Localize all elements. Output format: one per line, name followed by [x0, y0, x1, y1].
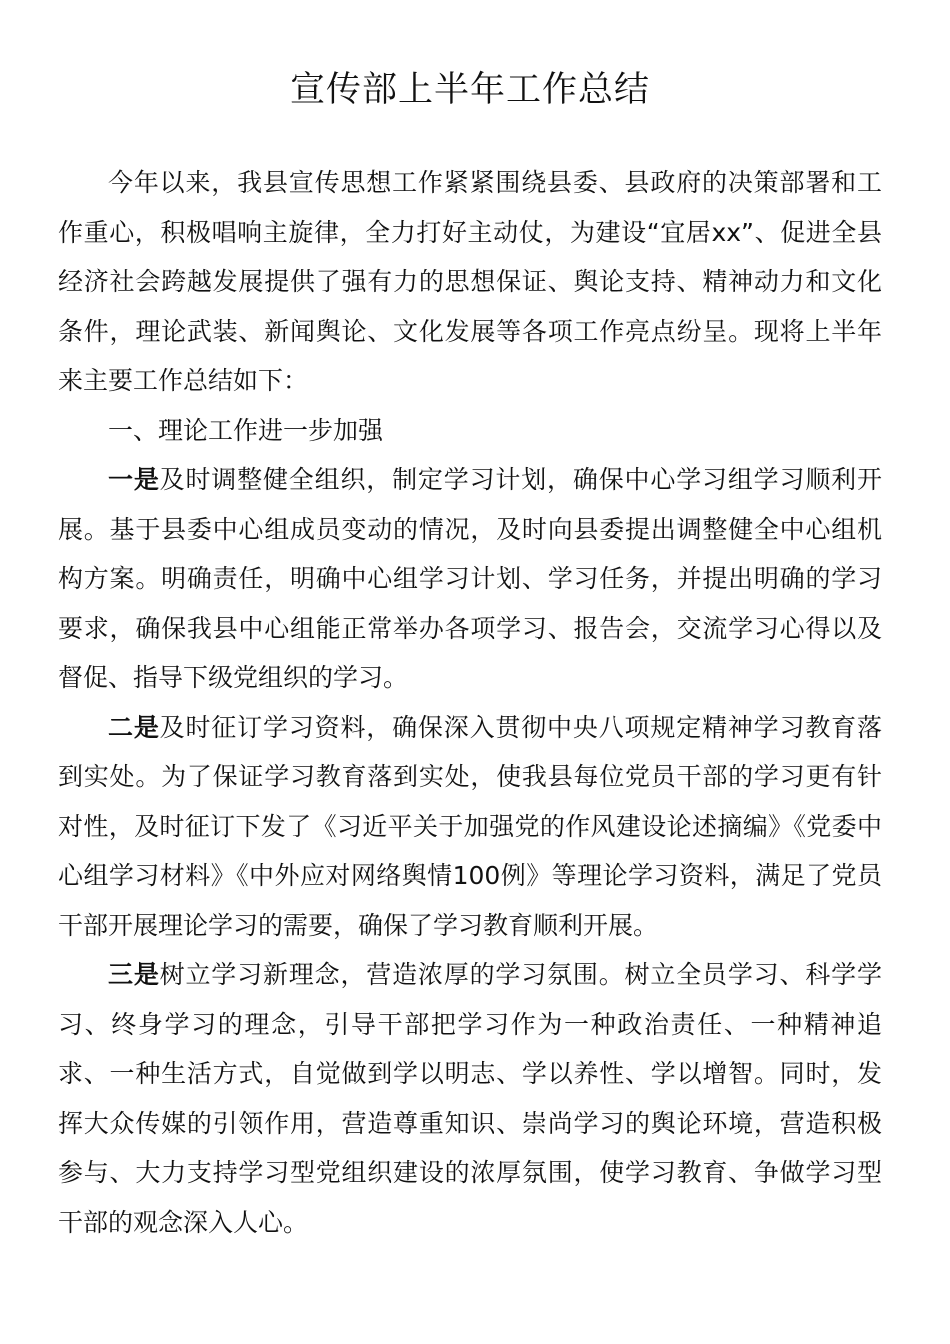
item-lead-1: 一是: [108, 465, 160, 494]
item-text-3: 树立学习新理念，营造浓厚的学习氛围。树立全员学习、科学学习、终身学习的理念，引导干部把学习作为一种政治责任、一种精神追求、一种生活方式，自觉做到学以明志、学以养性、学以增智。同时，发挥大众传媒的引领作用，营造尊重知识、崇尚学习的舆论环境，营造积极参与、大力支持学习型党组织建设的浓厚氛围，使学习教育、争做学习型干部的观念深入人心。: [58, 960, 882, 1237]
item-lead-2: 二是: [108, 712, 160, 742]
item-paragraph-3: [58, 950, 882, 1247]
document-title: 宣传部上半年工作总结: [289, 70, 650, 110]
item-text-2: 及时征订学习资料，确保深入贯彻中央八项规定精神学习教育落到实处。为了保证学习教育落到实处，使我县每位党员干部的学习更有针对性，及时征订下发了《习近平关于加强党的作风建设论述摘编》《党委中心组学习材料》《中外应对网络舆情100例》等理论学习资料，满足了党员干部开展理论学习的需要，确保了学习教育顺利开展。: [58, 712, 882, 940]
item-lead-3: 三是: [108, 960, 160, 989]
section-heading-theory: 一、理论工作进一步加强: [108, 415, 384, 445]
item-text-1: 及时调整健全组织，制定学习计划，确保中心学习组学习顺利开展。基于县委中心组成员变动的情况，及时向县委提出调整健全中心组机构方案。明确责任，明确中心组学习计划、学习任务，并提出明确的学习要求，确保我县中心组能正常举办各项学习、报告会，交流学习心得以及督促、指导下级党组织的学习。: [58, 465, 882, 692]
item-paragraph-1: [58, 455, 882, 703]
item-paragraph-2: [58, 703, 882, 951]
intro-paragraph: 今年以来，我县宣传思想工作紧紧围绕县委、县政府的决策部署和工作重心，积极唱响主旋律，全力打好主动仗，为建设“宜居xx”、促进全县经济社会跨越发展提供了强有力的思想保证、舆论支持、精神动力和文化条件，理论武装、新闻舆论、文化发展等各项工作亮点纷呈。现将上半年来主要工作总结如下：: [58, 168, 882, 395]
